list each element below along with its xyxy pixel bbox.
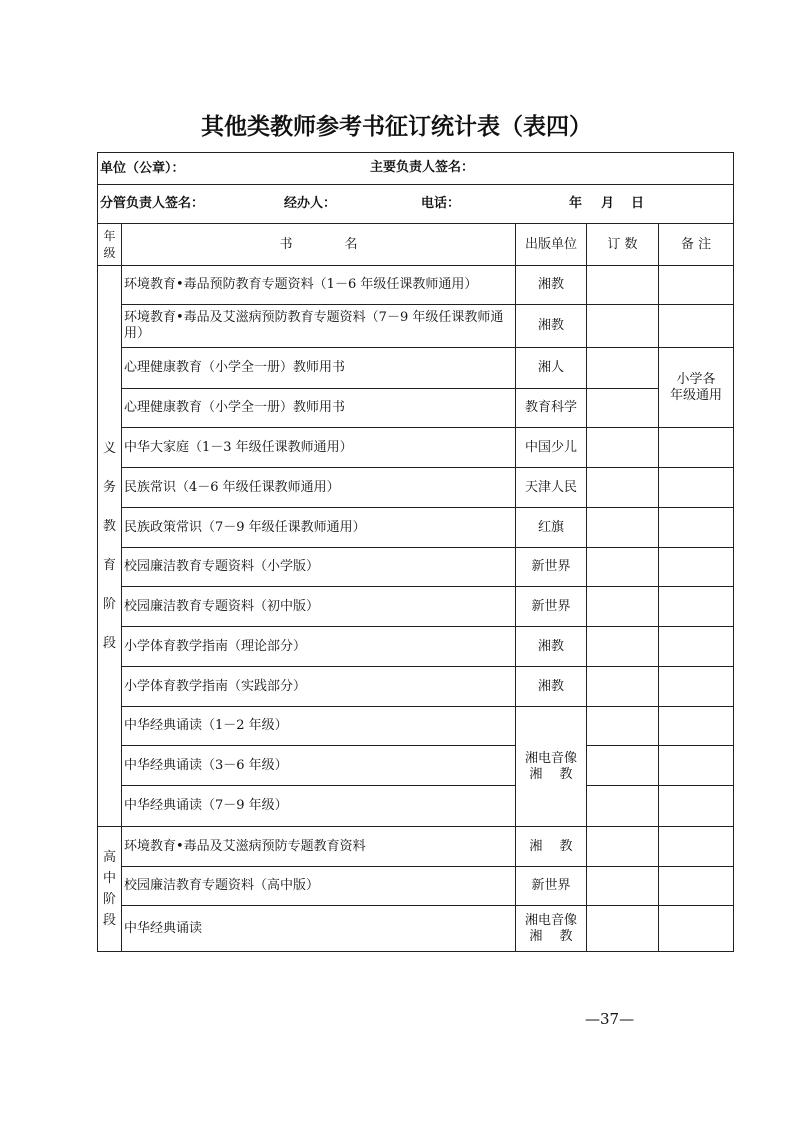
quantity-input-cell[interactable] [587, 667, 659, 707]
remark-header: 备 注 [659, 224, 734, 266]
remark-cell[interactable] [659, 906, 734, 952]
table-row [98, 305, 734, 348]
quantity-input-cell[interactable] [587, 627, 659, 667]
publisher-cell: 湘教 [516, 305, 587, 348]
publisher-cell: 湘电音像 湘 教 [516, 707, 587, 827]
grade-header: 年级 [98, 224, 122, 266]
remark-cell[interactable] [659, 627, 734, 667]
quantity-input-cell[interactable] [587, 468, 659, 508]
page-number: —37— [585, 1010, 635, 1028]
book-title-cell: 心理健康教育（小学全一册）教师用书 [122, 348, 516, 389]
handler-label: 经办人： [284, 196, 337, 211]
table-row [98, 786, 734, 827]
leader-signature-label: 主要负责人签名： [370, 160, 475, 175]
book-title-cell: 校园廉洁教育专题资料（初中版） [122, 587, 516, 627]
phone-label: 电话： [421, 196, 461, 211]
book-title-cell: 小学体育教学指南（实践部分） [122, 667, 516, 707]
date-year-label: 年 [569, 196, 583, 211]
table-row [98, 548, 734, 587]
quantity-input-cell[interactable] [587, 827, 659, 867]
date-day-label: 日 [631, 196, 645, 211]
column-header-row [98, 224, 734, 266]
grade-cell: 高 中 阶 段 [98, 827, 122, 952]
book-title-cell: 中华经典诵读 [122, 906, 516, 952]
publisher-header: 出版单位 [516, 224, 587, 266]
date-month-label: 月 [601, 196, 615, 211]
remark-cell[interactable] [659, 587, 734, 627]
quantity-input-cell[interactable] [587, 707, 659, 746]
book-title-cell: 中华经典诵读（1－2 年级） [122, 707, 516, 746]
table-row [98, 266, 734, 305]
publisher-cell: 湘教 [516, 266, 587, 305]
book-title-cell: 中华经典诵读（7－9 年级） [122, 786, 516, 827]
quantity-input-cell[interactable] [587, 428, 659, 468]
publisher-cell: 湘人 [516, 348, 587, 389]
signature-cell[interactable] [98, 185, 734, 224]
table-row [98, 867, 734, 906]
book-title-cell: 环境教育•毒品及艾滋病预防专题教育资料 [122, 827, 516, 867]
book-header: 书 名 [122, 224, 516, 266]
signature-row [98, 185, 734, 224]
book-title-cell: 环境教育•毒品预防教育专题资料（1－6 年级任课教师通用） [122, 266, 516, 305]
quantity-input-cell[interactable] [587, 746, 659, 786]
quantity-input-cell[interactable] [587, 305, 659, 348]
book-title-cell: 中华大家庭（1－3 年级任课教师通用） [122, 428, 516, 468]
compulsory-education-group [98, 266, 734, 827]
quantity-input-cell[interactable] [587, 867, 659, 906]
remark-cell[interactable] [659, 266, 734, 305]
table-row [98, 348, 734, 389]
publisher-cell: 湘教 [516, 667, 587, 707]
publisher-cell: 湘 教 [516, 827, 587, 867]
remark-cell[interactable] [659, 746, 734, 786]
quantity-input-cell[interactable] [587, 548, 659, 587]
book-title-cell: 民族政策常识（7－9 年级任课教师通用） [122, 508, 516, 548]
order-table [97, 152, 734, 952]
table-row [98, 827, 734, 867]
quantity-input-cell[interactable] [587, 906, 659, 952]
remark-cell[interactable] [659, 827, 734, 867]
book-title-cell: 中华经典诵读（3－6 年级） [122, 746, 516, 786]
quantity-input-cell[interactable] [587, 266, 659, 305]
table-row [98, 587, 734, 627]
quantity-header: 订 数 [587, 224, 659, 266]
remark-cell[interactable] [659, 508, 734, 548]
quantity-input-cell[interactable] [587, 508, 659, 548]
publisher-cell: 红旗 [516, 508, 587, 548]
page-title: 其他类教师参考书征订统计表（表四） [201, 113, 592, 140]
quantity-input-cell[interactable] [587, 389, 659, 428]
manager-signature-label: 分管负责人签名： [100, 196, 205, 211]
unit-row [98, 153, 734, 185]
publisher-cell: 新世界 [516, 548, 587, 587]
publisher-cell: 新世界 [516, 587, 587, 627]
quantity-input-cell[interactable] [587, 786, 659, 827]
remark-cell[interactable] [659, 428, 734, 468]
publisher-cell: 新世界 [516, 867, 587, 906]
unit-label: 单位（公章）： [100, 160, 185, 176]
book-title-cell: 校园廉洁教育专题资料（小学版） [122, 548, 516, 587]
table-row [98, 468, 734, 508]
table-row [98, 707, 734, 746]
remark-cell: 小学各 年级通用 [659, 348, 734, 428]
remark-cell[interactable] [659, 786, 734, 827]
publisher-cell: 湘电音像 湘 教 [516, 906, 587, 952]
table-row [98, 746, 734, 786]
remark-cell[interactable] [659, 305, 734, 348]
publisher-cell: 中国少儿 [516, 428, 587, 468]
book-title-cell: 民族常识（4－6 年级任课教师通用） [122, 468, 516, 508]
publisher-cell: 教育科学 [516, 389, 587, 428]
publisher-cell: 湘教 [516, 627, 587, 667]
remark-cell[interactable] [659, 867, 734, 906]
high-school-group [98, 827, 734, 952]
unit-cell[interactable] [98, 153, 734, 185]
table-row [98, 906, 734, 952]
table-row [98, 508, 734, 548]
quantity-input-cell[interactable] [587, 348, 659, 389]
book-title-cell: 小学体育教学指南（理论部分） [122, 627, 516, 667]
book-title-cell: 校园廉洁教育专题资料（高中版） [122, 867, 516, 906]
quantity-input-cell[interactable] [587, 587, 659, 627]
publisher-cell: 天津人民 [516, 468, 587, 508]
remark-cell[interactable] [659, 468, 734, 508]
table-row [98, 627, 734, 667]
table-row [98, 428, 734, 468]
remark-cell[interactable] [659, 707, 734, 746]
book-title-cell: 环境教育•毒品及艾滋病预防教育专题资料（7－9 年级任课教师通用） [122, 305, 516, 348]
table-row [98, 389, 734, 428]
remark-cell[interactable] [659, 667, 734, 707]
table-row [98, 667, 734, 707]
book-title-cell: 心理健康教育（小学全一册）教师用书 [122, 389, 516, 428]
remark-cell[interactable] [659, 548, 734, 587]
grade-cell: 义 务 教 育 阶 段 [98, 266, 122, 827]
